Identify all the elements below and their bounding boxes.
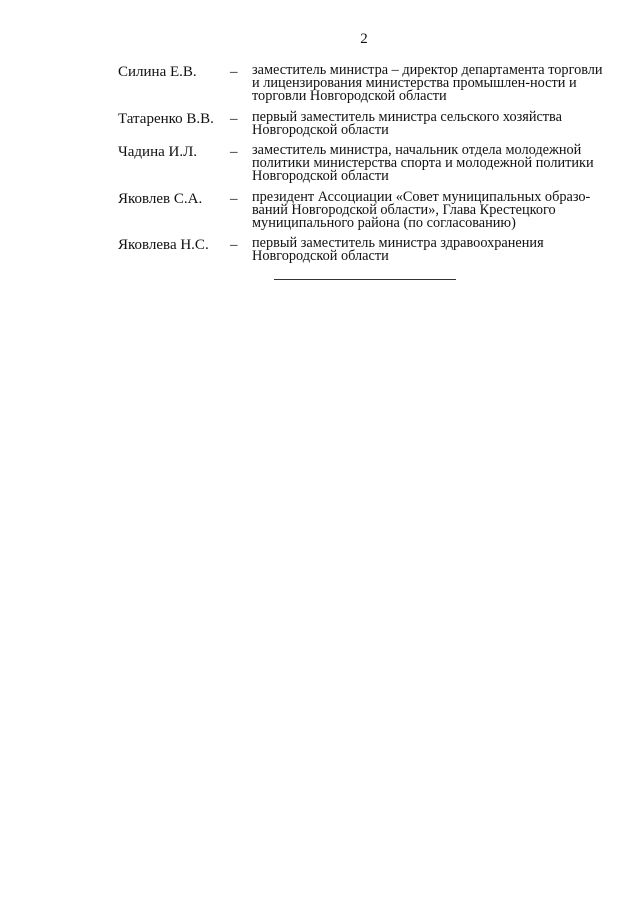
member-name: Чадина И.Л. [118, 144, 198, 161]
member-row [118, 188, 612, 232]
members-list [118, 64, 612, 271]
member-position: заместитель министра – директор департамента торговли и лицензирования министерства промышлен-ности и торговли Новгородской области [252, 62, 603, 105]
closing-rule [274, 279, 456, 280]
member-dash: – [230, 190, 238, 207]
member-name: Яковлева Н.С. [118, 237, 209, 254]
member-position: первый заместитель министра здравоохранения Новгородской области [252, 235, 544, 265]
page-number: 2 [360, 31, 368, 47]
member-position: первый заместитель министра сельского хозяйства Новгородской области [252, 108, 562, 138]
member-row [118, 237, 612, 263]
member-dash: – [230, 110, 238, 127]
member-position: заместитель министра, начальник отдела молодежной политики министерства спорта и молодежной политики Новгородской области [252, 142, 594, 185]
member-name: Татаренко В.В. [118, 110, 214, 127]
member-dash: – [230, 237, 238, 254]
member-dash: – [230, 64, 238, 80]
member-row [118, 108, 612, 138]
member-row [118, 144, 612, 184]
member-dash: – [230, 144, 238, 161]
member-name: Силина Е.В. [118, 64, 197, 80]
member-name: Яковлев С.А. [118, 190, 203, 207]
member-row [118, 64, 612, 104]
member-position: президент Ассоциации «Совет муниципальных образо-ваний Новгородской области», Глава Крестецкого муниципального района (по согласованию) [252, 188, 591, 232]
